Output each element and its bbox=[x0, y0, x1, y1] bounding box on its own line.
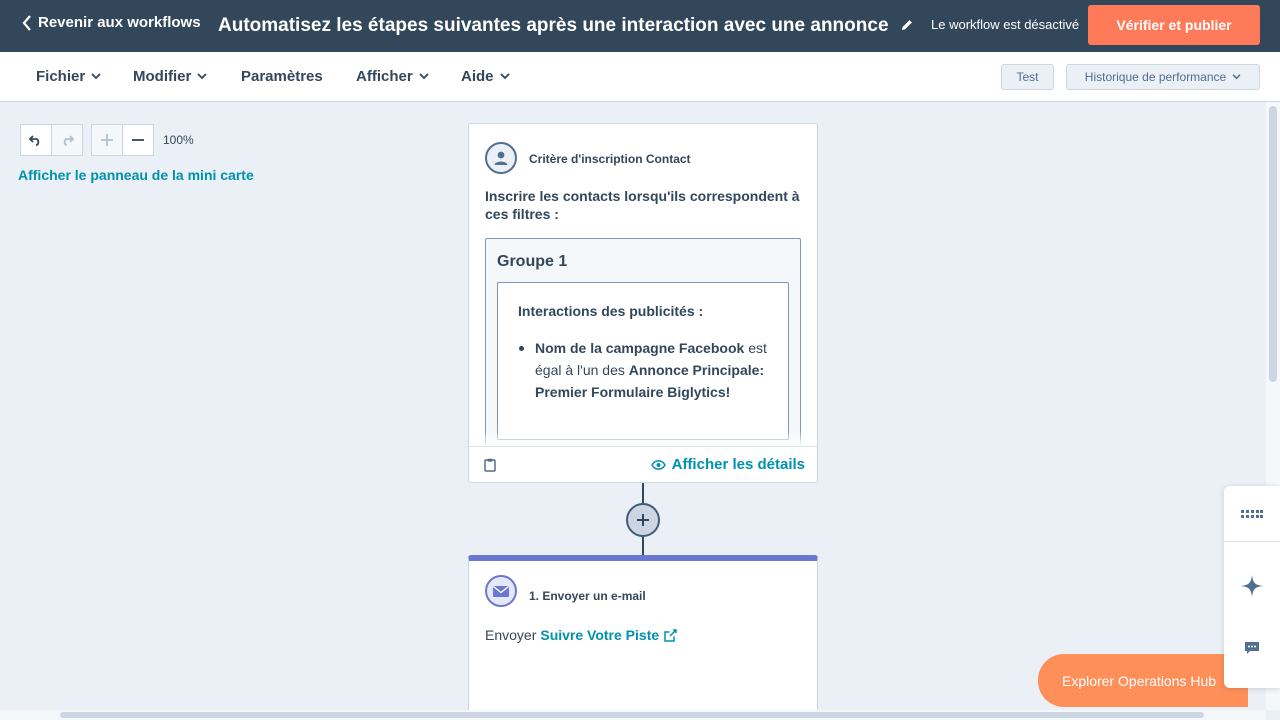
performance-history-button[interactable] bbox=[1066, 64, 1260, 90]
ai-assistant-button[interactable] bbox=[1224, 558, 1280, 614]
add-action-button[interactable] bbox=[626, 503, 660, 537]
top-header bbox=[0, 0, 1280, 52]
filter-condition bbox=[535, 337, 775, 403]
undo-icon bbox=[29, 134, 43, 146]
menu-view-label: Afficher bbox=[356, 68, 413, 85]
chevron-down-icon bbox=[197, 73, 207, 80]
right-helper-rail bbox=[1224, 486, 1280, 688]
chevron-down-icon bbox=[419, 73, 429, 80]
performance-history-label: Historique de performance bbox=[1084, 70, 1227, 84]
filter-title: Interactions des publicités : bbox=[518, 303, 704, 319]
show-details-link[interactable] bbox=[651, 456, 805, 473]
group-title: Groupe 1 bbox=[497, 253, 568, 270]
menu-file[interactable] bbox=[36, 68, 101, 85]
explore-operations-hub-button[interactable]: Explorer Operations Hub bbox=[1038, 654, 1248, 707]
filter-operator: est égal à l'un des bbox=[535, 340, 767, 378]
menu-edit-label: Modifier bbox=[133, 68, 192, 85]
zoom-in-icon bbox=[100, 133, 114, 147]
chevron-down-icon bbox=[91, 73, 101, 80]
plus-icon bbox=[636, 513, 650, 527]
back-to-workflows-link[interactable] bbox=[22, 14, 201, 31]
eye-icon bbox=[651, 460, 666, 470]
review-and-publish-button[interactable]: Vérifier et publier bbox=[1088, 5, 1260, 45]
menu-help-label: Aide bbox=[461, 68, 494, 85]
show-details-label: Afficher les détails bbox=[671, 456, 805, 473]
enrollment-trigger-card[interactable] bbox=[468, 123, 818, 483]
filter-property: Nom de la campagne Facebook bbox=[535, 340, 745, 356]
email-icon bbox=[485, 575, 517, 607]
sparkle-icon bbox=[1241, 575, 1263, 597]
menu-settings-label: Paramètres bbox=[241, 68, 323, 85]
clipboard-icon[interactable] bbox=[484, 458, 496, 472]
content-fade bbox=[469, 430, 817, 446]
zoom-out-button[interactable] bbox=[122, 124, 154, 156]
menu-file-label: Fichier bbox=[36, 68, 86, 85]
undo-button[interactable] bbox=[20, 124, 52, 156]
filter-group bbox=[485, 238, 801, 458]
redo-button[interactable] bbox=[51, 124, 83, 156]
horizontal-scroll-thumb[interactable] bbox=[60, 712, 1204, 718]
connector-line bbox=[642, 537, 644, 555]
action-heading: 1. Envoyer un e-mail bbox=[529, 589, 646, 603]
menu-view[interactable] bbox=[356, 68, 429, 85]
chevron-left-icon bbox=[22, 15, 32, 31]
filter-value: Annonce Principale: Premier Formulaire Biglytics! bbox=[535, 362, 765, 400]
enroll-description: Inscrire les contacts lorsqu'ils correspondent à ces filtres : bbox=[485, 188, 800, 222]
pencil-icon[interactable] bbox=[900, 18, 914, 32]
back-label: Revenir aux workflows bbox=[38, 14, 201, 31]
grid-icon bbox=[1241, 510, 1263, 518]
trigger-heading: Critère d'inscription Contact bbox=[529, 152, 691, 166]
contact-icon bbox=[485, 142, 517, 174]
workflow-title[interactable]: Automatisez les étapes suivantes après une interaction avec une annonce bbox=[218, 15, 889, 36]
menu-settings[interactable] bbox=[241, 68, 323, 85]
workflow-status: Le workflow est désactivé bbox=[931, 17, 1080, 32]
test-button[interactable]: Test bbox=[1001, 64, 1054, 90]
menu-help[interactable] bbox=[461, 68, 510, 85]
external-link-icon[interactable] bbox=[664, 629, 677, 642]
chevron-down-icon bbox=[500, 73, 510, 80]
filter-box bbox=[497, 282, 789, 440]
bullet bbox=[519, 346, 524, 351]
email-name-link[interactable]: Suivre Votre Piste bbox=[540, 627, 660, 643]
chat-button[interactable] bbox=[1224, 620, 1280, 676]
send-prefix: Envoyer bbox=[485, 627, 537, 643]
zoom-level: 100% bbox=[163, 133, 194, 147]
send-email-action-card[interactable] bbox=[468, 555, 818, 720]
horizontal-scrollbar[interactable] bbox=[0, 710, 1266, 720]
trigger-card-footer bbox=[469, 446, 817, 483]
chevron-down-icon bbox=[1232, 74, 1241, 80]
zoom-in-button[interactable] bbox=[91, 124, 123, 156]
menu-edit[interactable] bbox=[133, 68, 207, 85]
connector-line bbox=[642, 483, 644, 503]
chat-icon bbox=[1244, 641, 1260, 656]
menu-bar bbox=[0, 52, 1280, 102]
show-minimap-link[interactable]: Afficher le panneau de la mini carte bbox=[18, 167, 254, 183]
zoom-out-icon bbox=[131, 133, 145, 147]
redo-icon bbox=[60, 134, 74, 146]
send-email-description bbox=[485, 627, 677, 643]
vertical-scroll-thumb[interactable] bbox=[1269, 106, 1277, 382]
apps-grid-button[interactable] bbox=[1224, 486, 1280, 542]
rail-divider bbox=[1224, 541, 1280, 542]
